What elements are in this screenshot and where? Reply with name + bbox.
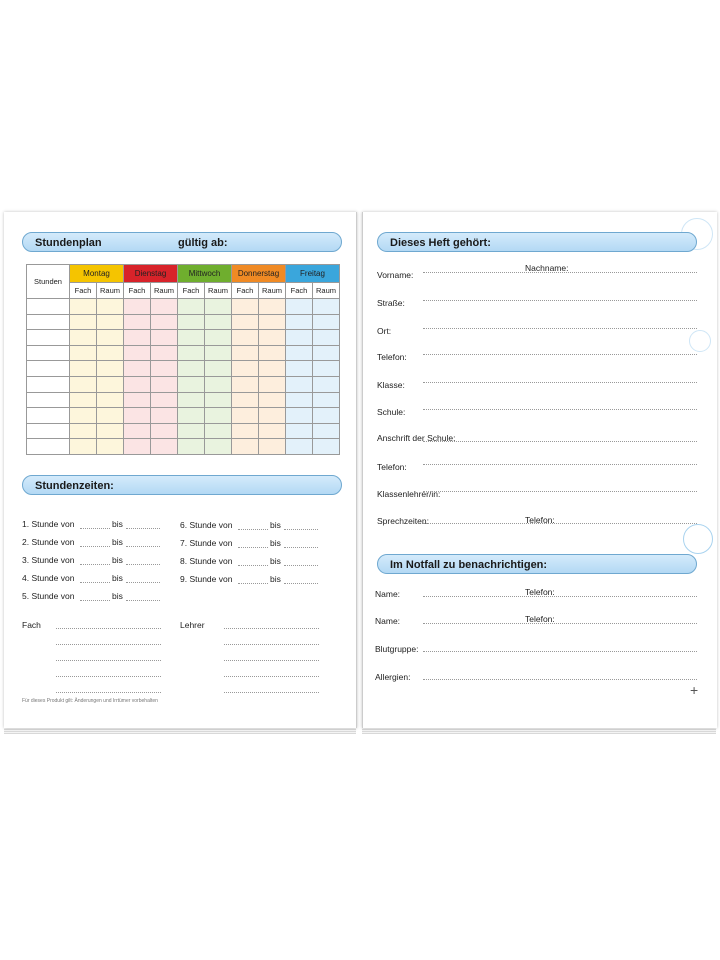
table-row <box>27 392 340 408</box>
timetable-cell[interactable] <box>124 423 151 439</box>
day-header-2: Mittwoch <box>178 265 232 283</box>
timetable-cell[interactable] <box>97 439 124 455</box>
hour-cell[interactable] <box>27 423 70 439</box>
left-page <box>4 212 357 728</box>
corner-cross-icon: + <box>690 682 699 698</box>
time-to-line[interactable] <box>284 565 318 566</box>
anschrift-label: Anschrift der Schule: <box>377 433 456 443</box>
table-row <box>27 439 340 455</box>
timetable-cell[interactable] <box>151 423 178 439</box>
time-to-line[interactable] <box>126 582 160 583</box>
raum-subheader: Raum <box>313 283 340 299</box>
table-row <box>27 361 340 377</box>
timetable-cell[interactable] <box>205 314 232 330</box>
timetable-cell[interactable] <box>70 330 97 346</box>
timetable-cell[interactable] <box>97 361 124 377</box>
table-row <box>27 408 340 424</box>
fill-line[interactable] <box>423 464 697 465</box>
bis-label: bis <box>270 574 281 584</box>
timetable-cell[interactable] <box>151 361 178 377</box>
time-to-line[interactable] <box>126 528 160 529</box>
timetable-cell[interactable] <box>97 299 124 315</box>
timetable-cell[interactable] <box>70 361 97 377</box>
fach-subheader: Fach <box>232 283 259 299</box>
timetable-cell[interactable] <box>178 361 205 377</box>
raum-subheader: Raum <box>259 283 286 299</box>
fill-line[interactable] <box>423 651 697 652</box>
hour-cell[interactable] <box>27 408 70 424</box>
raum-subheader: Raum <box>97 283 124 299</box>
timetable-cell[interactable] <box>178 299 205 315</box>
owner-title: Dieses Heft gehört: <box>390 237 491 249</box>
vorname-label: Vorname: <box>377 270 414 280</box>
fill-line[interactable] <box>224 660 319 661</box>
fach-subheader: Fach <box>124 283 151 299</box>
timetable-cell[interactable] <box>259 376 286 392</box>
timetable-cell[interactable] <box>259 330 286 346</box>
timetable-cell[interactable] <box>232 330 259 346</box>
timetable-cell[interactable] <box>232 423 259 439</box>
timetable-cell[interactable] <box>232 376 259 392</box>
strasse-label: Straße: <box>377 298 405 308</box>
timetable-cell[interactable] <box>259 423 286 439</box>
bis-label: bis <box>112 573 123 583</box>
timetable-cell[interactable] <box>151 392 178 408</box>
lesson-time-label: 3. Stunde von <box>22 555 75 565</box>
time-from-line[interactable] <box>238 583 268 584</box>
nachname-label: Nachname: <box>525 263 569 273</box>
day-header-1: Dienstag <box>124 265 178 283</box>
swirl-decoration <box>689 330 711 352</box>
fill-line[interactable] <box>423 679 697 680</box>
bis-label: bis <box>270 556 281 566</box>
timetable-cell[interactable] <box>70 423 97 439</box>
time-from-line[interactable] <box>238 565 268 566</box>
time-from-line[interactable] <box>80 582 110 583</box>
telefon-label: Telefon: <box>377 352 407 362</box>
timetable-cell[interactable] <box>178 408 205 424</box>
timetable-cell[interactable] <box>286 330 313 346</box>
fill-line[interactable] <box>224 628 319 629</box>
timetable-cell[interactable] <box>259 345 286 361</box>
timetable-cell[interactable] <box>151 408 178 424</box>
timetable-cell[interactable] <box>205 330 232 346</box>
emergency-telefon2-label: Telefon: <box>525 614 555 624</box>
time-from-line[interactable] <box>80 564 110 565</box>
stundenplan-header <box>22 232 342 252</box>
timetable-cell[interactable] <box>178 423 205 439</box>
timetable-cell[interactable] <box>286 345 313 361</box>
timetable-cell[interactable] <box>232 345 259 361</box>
fill-line[interactable] <box>423 300 697 301</box>
timetable-cell[interactable] <box>178 314 205 330</box>
timetable-cell[interactable] <box>286 299 313 315</box>
timetable-cell[interactable] <box>151 330 178 346</box>
timetable-cell[interactable] <box>151 314 178 330</box>
timetable-cell[interactable] <box>70 439 97 455</box>
timetable-cell[interactable] <box>286 392 313 408</box>
fill-line[interactable] <box>423 523 697 524</box>
timetable-cell[interactable] <box>97 408 124 424</box>
timetable-cell[interactable] <box>232 361 259 377</box>
timetable-cell[interactable] <box>205 345 232 361</box>
table-row <box>27 423 340 439</box>
bis-label: bis <box>112 519 123 529</box>
timetable-cell[interactable] <box>97 376 124 392</box>
owner-header <box>377 232 697 252</box>
timetable-cell[interactable] <box>151 376 178 392</box>
timetable-cell[interactable] <box>232 408 259 424</box>
raum-subheader: Raum <box>151 283 178 299</box>
telefon-teacher-label: Telefon: <box>525 515 555 525</box>
schule-label: Schule: <box>377 407 406 417</box>
fill-line[interactable] <box>56 644 161 645</box>
timetable-cell[interactable] <box>97 314 124 330</box>
time-from-line[interactable] <box>80 600 110 601</box>
timetable-cell[interactable] <box>205 439 232 455</box>
timetable-cell[interactable] <box>313 439 340 455</box>
timetable-cell[interactable] <box>259 439 286 455</box>
bis-label: bis <box>112 537 123 547</box>
ort-label: Ort: <box>377 326 392 336</box>
day-header-4: Freitag <box>286 265 340 283</box>
bis-label: bis <box>112 555 123 565</box>
timetable <box>26 264 340 455</box>
timetable-cell[interactable] <box>313 423 340 439</box>
fill-line[interactable] <box>423 382 697 383</box>
fill-line[interactable] <box>56 628 161 629</box>
hour-cell[interactable] <box>27 376 70 392</box>
timetable-cell[interactable] <box>286 408 313 424</box>
timetable-cell[interactable] <box>70 408 97 424</box>
time-to-line[interactable] <box>126 600 160 601</box>
timetable-cell[interactable] <box>259 361 286 377</box>
fill-line[interactable] <box>56 692 161 693</box>
timetable-cell[interactable] <box>151 439 178 455</box>
emergency-name1-label: Name: <box>375 589 401 599</box>
time-to-line[interactable] <box>126 564 160 565</box>
swirl-decoration <box>683 524 713 554</box>
timetable-cell[interactable] <box>124 345 151 361</box>
bis-label: bis <box>270 538 281 548</box>
timetable-cell[interactable] <box>232 299 259 315</box>
bis-label: bis <box>270 520 281 530</box>
timetable-cell[interactable] <box>70 314 97 330</box>
timetable-cell[interactable] <box>70 376 97 392</box>
timetable-cell[interactable] <box>151 299 178 315</box>
timetable-cell[interactable] <box>178 345 205 361</box>
timetable-cell[interactable] <box>205 423 232 439</box>
timetable-cell[interactable] <box>178 439 205 455</box>
timetable-cell[interactable] <box>70 345 97 361</box>
timetable-cell[interactable] <box>124 439 151 455</box>
timetable-cell[interactable] <box>205 408 232 424</box>
time-to-line[interactable] <box>284 583 318 584</box>
fill-line[interactable] <box>224 692 319 693</box>
timetable-cell[interactable] <box>178 376 205 392</box>
lesson-time-label: 1. Stunde von <box>22 519 75 529</box>
fill-line[interactable] <box>423 354 697 355</box>
timetable-cell[interactable] <box>286 314 313 330</box>
time-to-line[interactable] <box>126 546 160 547</box>
time-from-line[interactable] <box>80 546 110 547</box>
right-page <box>362 212 717 728</box>
timetable-cell[interactable] <box>286 439 313 455</box>
timetable-cell[interactable] <box>313 376 340 392</box>
table-row <box>27 345 340 361</box>
timetable-cell[interactable] <box>70 299 97 315</box>
klasse-label: Klasse: <box>377 380 405 390</box>
blutgruppe-label: Blutgruppe: <box>375 644 419 654</box>
raum-subheader: Raum <box>205 283 232 299</box>
lesson-time-label: 8. Stunde von <box>180 556 233 566</box>
timetable-cell[interactable] <box>313 345 340 361</box>
time-from-line[interactable] <box>238 547 268 548</box>
fill-line[interactable] <box>224 676 319 677</box>
day-header-row <box>27 265 340 283</box>
fach-subheader: Fach <box>286 283 313 299</box>
lesson-time-label: 5. Stunde von <box>22 591 75 601</box>
time-to-line[interactable] <box>284 547 318 548</box>
stundenzeiten-header <box>22 475 342 495</box>
timetable-cell[interactable] <box>205 361 232 377</box>
timetable-cell[interactable] <box>124 408 151 424</box>
lesson-time-label: 4. Stunde von <box>22 573 75 583</box>
timetable-cell[interactable] <box>97 330 124 346</box>
hour-cell[interactable] <box>27 361 70 377</box>
timetable-cell[interactable] <box>124 376 151 392</box>
timetable-cell[interactable] <box>313 361 340 377</box>
hour-cell[interactable] <box>27 299 70 315</box>
fill-line[interactable] <box>423 328 697 329</box>
timetable-cell[interactable] <box>205 299 232 315</box>
fill-line[interactable] <box>423 491 697 492</box>
table-row <box>27 299 340 315</box>
timetable-cell[interactable] <box>232 314 259 330</box>
timetable-cell[interactable] <box>313 314 340 330</box>
timetable-cell[interactable] <box>259 299 286 315</box>
day-header-0: Montag <box>70 265 124 283</box>
timetable-cell[interactable] <box>259 314 286 330</box>
lesson-time-label: 9. Stunde von <box>180 574 233 584</box>
timetable-cell[interactable] <box>124 314 151 330</box>
day-header-3: Donnerstag <box>232 265 286 283</box>
klassenlehrer-label: Klassenlehrer/in: <box>377 489 441 499</box>
timetable-cell[interactable] <box>286 423 313 439</box>
valid-from-label: gültig ab: <box>178 237 228 249</box>
timetable-cell[interactable] <box>124 361 151 377</box>
table-row <box>27 376 340 392</box>
bis-label: bis <box>112 591 123 601</box>
time-to-line[interactable] <box>284 529 318 530</box>
timetable-cell[interactable] <box>259 408 286 424</box>
time-from-line[interactable] <box>238 529 268 530</box>
timetable-cell[interactable] <box>124 392 151 408</box>
timetable-cell[interactable] <box>97 345 124 361</box>
table-row <box>27 330 340 346</box>
timetable-cell[interactable] <box>313 408 340 424</box>
sprechzeiten-label: Sprechzeiten: <box>377 516 429 526</box>
timetable-cell[interactable] <box>232 439 259 455</box>
timetable-cell[interactable] <box>286 361 313 377</box>
hour-cell[interactable] <box>27 439 70 455</box>
allergien-label: Allergien: <box>375 672 411 682</box>
timetable-cell[interactable] <box>124 330 151 346</box>
lehrer-label: Lehrer <box>180 620 205 630</box>
timetable-cell[interactable] <box>151 345 178 361</box>
fill-line[interactable] <box>56 676 161 677</box>
lesson-time-label: 6. Stunde von <box>180 520 233 530</box>
timetable-cell[interactable] <box>205 376 232 392</box>
table-row <box>27 314 340 330</box>
timetable-cell[interactable] <box>97 423 124 439</box>
fill-line[interactable] <box>423 596 697 597</box>
timetable-cell[interactable] <box>124 299 151 315</box>
fill-line[interactable] <box>423 272 697 273</box>
timetable-cell[interactable] <box>259 392 286 408</box>
lesson-time-label: 7. Stunde von <box>180 538 233 548</box>
hour-cell[interactable] <box>27 345 70 361</box>
timetable-cell[interactable] <box>313 299 340 315</box>
fach-subheader: Fach <box>178 283 205 299</box>
timetable-cell[interactable] <box>205 392 232 408</box>
footnote: Für dieses Produkt gilt: Änderungen und Irrtümer vorbehalten <box>22 698 158 704</box>
hour-cell[interactable] <box>27 330 70 346</box>
timetable-cell[interactable] <box>232 392 259 408</box>
fill-line[interactable] <box>423 623 697 624</box>
timetable-cell[interactable] <box>70 392 97 408</box>
fach-label: Fach <box>22 620 41 630</box>
emergency-header <box>377 554 697 574</box>
emergency-name2-label: Name: <box>375 616 401 626</box>
open-booklet <box>0 212 720 738</box>
fill-line[interactable] <box>423 441 697 442</box>
hours-column-header: Stunden <box>27 265 70 299</box>
emergency-telefon1-label: Telefon: <box>525 587 555 597</box>
timetable-cell[interactable] <box>313 392 340 408</box>
subheader-row <box>27 283 340 299</box>
emergency-title: Im Notfall zu benachrichtigen: <box>390 559 548 571</box>
stundenplan-title: Stundenplan <box>35 237 102 249</box>
time-from-line[interactable] <box>80 528 110 529</box>
timetable-cell[interactable] <box>178 330 205 346</box>
telefon-school-label: Telefon: <box>377 462 407 472</box>
hour-cell[interactable] <box>27 314 70 330</box>
timetable-cell[interactable] <box>97 392 124 408</box>
fill-line[interactable] <box>224 644 319 645</box>
fill-line[interactable] <box>56 660 161 661</box>
timetable-cell[interactable] <box>178 392 205 408</box>
lesson-time-label: 2. Stunde von <box>22 537 75 547</box>
fach-subheader: Fach <box>70 283 97 299</box>
hour-cell[interactable] <box>27 392 70 408</box>
stundenzeiten-title: Stundenzeiten: <box>35 480 114 492</box>
fill-line[interactable] <box>423 409 697 410</box>
timetable-cell[interactable] <box>313 330 340 346</box>
timetable-cell[interactable] <box>286 376 313 392</box>
